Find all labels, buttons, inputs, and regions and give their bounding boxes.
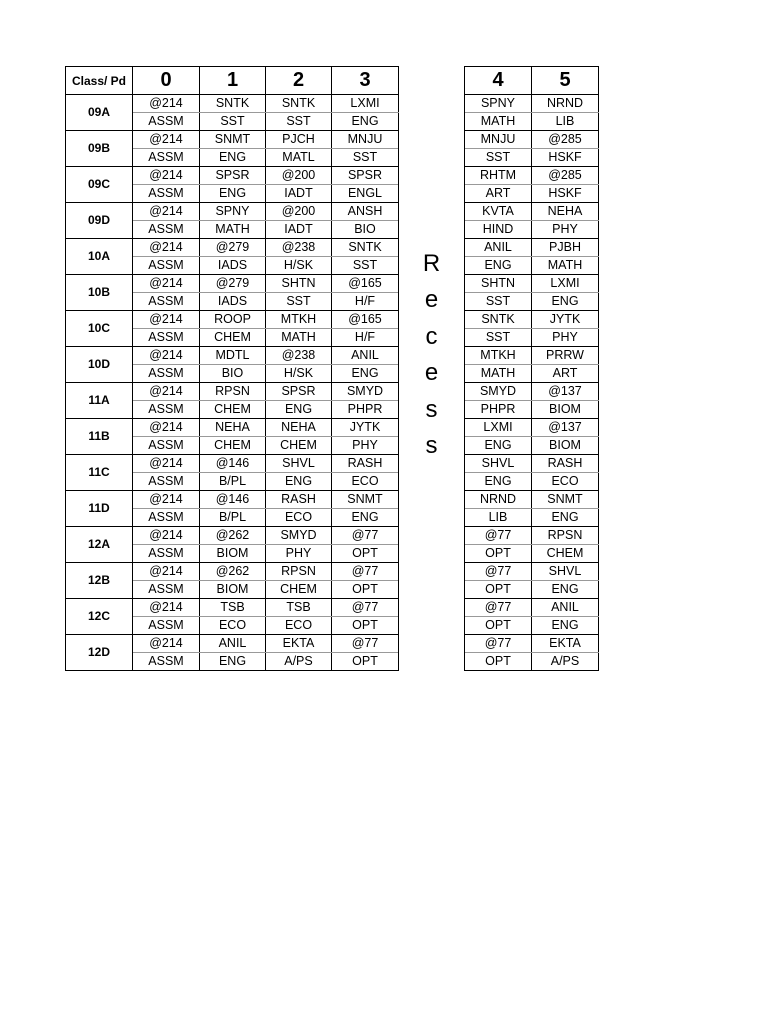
table-row xyxy=(66,257,599,275)
period-cell: SHVL xyxy=(266,455,332,473)
period-cell: @165 xyxy=(332,275,399,293)
table-row xyxy=(66,437,599,455)
period-cell: ENG xyxy=(465,437,532,455)
period-cell: SST xyxy=(266,113,332,131)
period-cell: @77 xyxy=(332,527,399,545)
period-cell: @214 xyxy=(133,167,200,185)
period-cell: H/SK xyxy=(266,365,332,383)
period-cell: SNTK xyxy=(266,95,332,113)
period-cell: ENG xyxy=(332,509,399,527)
period-cell: NRND xyxy=(532,95,599,113)
period-cell: OPT xyxy=(332,545,399,563)
class-label: 11B xyxy=(66,419,133,455)
period-cell: ART xyxy=(465,185,532,203)
period-cell: CHEM xyxy=(200,437,266,455)
period-cell: @77 xyxy=(465,563,532,581)
period-cell: PHPR xyxy=(465,401,532,419)
period-cell: ASSM xyxy=(133,113,200,131)
class-label: 09B xyxy=(66,131,133,167)
period-cell: BIOM xyxy=(200,581,266,599)
period-cell: SST xyxy=(332,257,399,275)
period-cell: OPT xyxy=(332,653,399,671)
table-row xyxy=(66,383,599,401)
period-cell: LXMI xyxy=(532,275,599,293)
period-cell: @279 xyxy=(200,275,266,293)
period-cell: EKTA xyxy=(532,635,599,653)
period-cell: ASSM xyxy=(133,365,200,383)
period-cell: MNJU xyxy=(332,131,399,149)
class-label: 12B xyxy=(66,563,133,599)
period-cell: BIOM xyxy=(532,437,599,455)
period-cell: ASSM xyxy=(133,401,200,419)
period-cell: BIOM xyxy=(532,401,599,419)
period-cell: SPNY xyxy=(200,203,266,221)
period-cell: @77 xyxy=(332,635,399,653)
period-cell: SST xyxy=(266,293,332,311)
period-cell: PHY xyxy=(532,329,599,347)
period-cell: @285 xyxy=(532,131,599,149)
timetable-body xyxy=(66,95,599,671)
table-row xyxy=(66,617,599,635)
period-cell: SST xyxy=(332,149,399,167)
period-cell: IADT xyxy=(266,221,332,239)
period-cell: @165 xyxy=(332,311,399,329)
table-row xyxy=(66,221,599,239)
period-cell: SST xyxy=(200,113,266,131)
period-cell: ROOP xyxy=(200,311,266,329)
period-cell: IADT xyxy=(266,185,332,203)
table-row xyxy=(66,239,599,257)
period-cell: SNTK xyxy=(465,311,532,329)
period-cell: @214 xyxy=(133,599,200,617)
period-cell: CHEM xyxy=(200,401,266,419)
period-header-1: 1 xyxy=(200,67,266,95)
period-cell: MNJU xyxy=(465,131,532,149)
period-cell: ANIL xyxy=(532,599,599,617)
period-cell: @214 xyxy=(133,527,200,545)
period-cell: @77 xyxy=(465,527,532,545)
class-label: 10D xyxy=(66,347,133,383)
period-cell: @262 xyxy=(200,563,266,581)
period-cell: @214 xyxy=(133,203,200,221)
period-cell: MATH xyxy=(465,365,532,383)
class-period-header: Class/ Pd xyxy=(66,67,133,95)
period-cell: LIB xyxy=(465,509,532,527)
period-cell: HSKF xyxy=(532,185,599,203)
period-header-4: 4 xyxy=(465,67,532,95)
period-cell: SPNY xyxy=(465,95,532,113)
table-row xyxy=(66,455,599,473)
period-cell: SPSR xyxy=(332,167,399,185)
period-cell: @214 xyxy=(133,95,200,113)
period-cell: SST xyxy=(465,149,532,167)
table-row xyxy=(66,419,599,437)
table-row xyxy=(66,131,599,149)
class-label: 12A xyxy=(66,527,133,563)
period-cell: ECO xyxy=(332,473,399,491)
class-label: 11C xyxy=(66,455,133,491)
table-row xyxy=(66,293,599,311)
period-cell: ECO xyxy=(200,617,266,635)
period-cell: @214 xyxy=(133,311,200,329)
period-cell: RASH xyxy=(332,455,399,473)
period-cell: LIB xyxy=(532,113,599,131)
period-cell: @238 xyxy=(266,239,332,257)
class-label: 11A xyxy=(66,383,133,419)
period-cell: SHTN xyxy=(465,275,532,293)
period-cell: ASSM xyxy=(133,617,200,635)
table-row xyxy=(66,599,599,617)
period-cell: @262 xyxy=(200,527,266,545)
table-row xyxy=(66,149,599,167)
period-cell: @214 xyxy=(133,239,200,257)
table-row xyxy=(66,113,599,131)
recess-letter: s xyxy=(425,432,438,459)
period-cell: ENG xyxy=(266,473,332,491)
period-cell: BIO xyxy=(200,365,266,383)
period-cell: ECO xyxy=(266,617,332,635)
period-cell: JYTK xyxy=(332,419,399,437)
period-cell: SHVL xyxy=(532,563,599,581)
period-cell: @77 xyxy=(332,599,399,617)
class-label: 10B xyxy=(66,275,133,311)
period-cell: B/PL xyxy=(200,509,266,527)
table-row xyxy=(66,185,599,203)
period-cell: @285 xyxy=(532,167,599,185)
table-row xyxy=(66,311,599,329)
period-cell: MTKH xyxy=(266,311,332,329)
recess-letter: R xyxy=(422,249,441,277)
period-cell: RASH xyxy=(266,491,332,509)
period-cell: MDTL xyxy=(200,347,266,365)
period-cell: SMYD xyxy=(465,383,532,401)
class-label: 10C xyxy=(66,311,133,347)
recess-column xyxy=(399,95,465,671)
period-cell: CHEM xyxy=(532,545,599,563)
period-cell: ECO xyxy=(532,473,599,491)
class-label: 11D xyxy=(66,491,133,527)
period-cell: SST xyxy=(465,329,532,347)
period-cell: RPSN xyxy=(266,563,332,581)
period-cell: PJBH xyxy=(532,239,599,257)
period-header-0: 0 xyxy=(133,67,200,95)
period-header-5: 5 xyxy=(532,67,599,95)
period-cell: TSB xyxy=(266,599,332,617)
period-header-3: 3 xyxy=(332,67,399,95)
period-cell: H/F xyxy=(332,293,399,311)
period-cell: ASSM xyxy=(133,293,200,311)
period-cell: PRRW xyxy=(532,347,599,365)
period-cell: SMYD xyxy=(332,383,399,401)
period-cell: @200 xyxy=(266,203,332,221)
recess-letter: c xyxy=(425,322,438,350)
period-cell: KVTA xyxy=(465,203,532,221)
period-cell: ENG xyxy=(532,293,599,311)
period-cell: OPT xyxy=(332,581,399,599)
period-cell: OPT xyxy=(465,545,532,563)
period-cell: @200 xyxy=(266,167,332,185)
period-cell: @214 xyxy=(133,635,200,653)
class-label: 12D xyxy=(66,635,133,671)
period-cell: ENG xyxy=(200,653,266,671)
table-row xyxy=(66,329,599,347)
period-cell: PHPR xyxy=(332,401,399,419)
recess-label xyxy=(399,246,464,465)
table-row xyxy=(66,527,599,545)
table-row xyxy=(66,653,599,671)
period-cell: H/F xyxy=(332,329,399,347)
period-cell: SNMT xyxy=(200,131,266,149)
table-row xyxy=(66,95,599,113)
period-cell: ASSM xyxy=(133,653,200,671)
period-cell: ENG xyxy=(532,617,599,635)
period-cell: @214 xyxy=(133,347,200,365)
period-cell: SST xyxy=(465,293,532,311)
period-cell: RHTM xyxy=(465,167,532,185)
period-cell: ENG xyxy=(332,365,399,383)
period-cell: SNTK xyxy=(332,239,399,257)
table-row xyxy=(66,491,599,509)
period-cell: MATH xyxy=(266,329,332,347)
period-cell: IADS xyxy=(200,257,266,275)
period-cell: JYTK xyxy=(532,311,599,329)
period-cell: ENG xyxy=(266,401,332,419)
period-cell: ASSM xyxy=(133,185,200,203)
period-cell: EKTA xyxy=(266,635,332,653)
period-cell: @77 xyxy=(332,563,399,581)
table-row xyxy=(66,275,599,293)
period-cell: NRND xyxy=(465,491,532,509)
period-cell: SHTN xyxy=(266,275,332,293)
period-cell: ASSM xyxy=(133,545,200,563)
header-row xyxy=(66,67,599,95)
table-row xyxy=(66,581,599,599)
period-cell: LXMI xyxy=(465,419,532,437)
period-cell: ANSH xyxy=(332,203,399,221)
period-cell: MTKH xyxy=(465,347,532,365)
period-cell: ASSM xyxy=(133,149,200,167)
period-cell: ASSM xyxy=(133,329,200,347)
period-cell: ENG xyxy=(465,257,532,275)
recess-letter: e xyxy=(424,286,439,313)
period-cell: SNMT xyxy=(532,491,599,509)
table-row xyxy=(66,545,599,563)
recess-letter: e xyxy=(424,359,439,386)
period-cell: B/PL xyxy=(200,473,266,491)
period-cell: A/PS xyxy=(266,653,332,671)
table-row xyxy=(66,563,599,581)
period-cell: @214 xyxy=(133,455,200,473)
period-cell: NEHA xyxy=(532,203,599,221)
period-cell: ART xyxy=(532,365,599,383)
period-cell: NEHA xyxy=(200,419,266,437)
recess-letter: s xyxy=(425,395,438,423)
period-cell: @214 xyxy=(133,275,200,293)
period-cell: RASH xyxy=(532,455,599,473)
period-cell: SNMT xyxy=(332,491,399,509)
period-cell: SMYD xyxy=(266,527,332,545)
period-cell: ENG xyxy=(532,581,599,599)
period-cell: @137 xyxy=(532,383,599,401)
period-cell: ANIL xyxy=(465,239,532,257)
period-cell: @214 xyxy=(133,131,200,149)
period-cell: @146 xyxy=(200,491,266,509)
class-label: 09C xyxy=(66,167,133,203)
period-cell: ENG xyxy=(332,113,399,131)
period-cell: ANIL xyxy=(332,347,399,365)
period-cell: OPT xyxy=(465,617,532,635)
period-cell: CHEM xyxy=(266,437,332,455)
period-cell: CHEM xyxy=(200,329,266,347)
period-cell: OPT xyxy=(465,581,532,599)
period-cell: ENG xyxy=(200,149,266,167)
period-cell: OPT xyxy=(332,617,399,635)
period-cell: PJCH xyxy=(266,131,332,149)
period-cell: ANIL xyxy=(200,635,266,653)
period-cell: MATH xyxy=(465,113,532,131)
period-header-2: 2 xyxy=(266,67,332,95)
period-cell: PHY xyxy=(266,545,332,563)
table-row xyxy=(66,473,599,491)
period-cell: @214 xyxy=(133,419,200,437)
period-cell: SPSR xyxy=(200,167,266,185)
period-cell: @214 xyxy=(133,563,200,581)
class-label: 09A xyxy=(66,95,133,131)
period-cell: OPT xyxy=(465,653,532,671)
period-cell: ECO xyxy=(266,509,332,527)
period-cell: ENG xyxy=(465,473,532,491)
period-cell: MATH xyxy=(200,221,266,239)
period-cell: ENGL xyxy=(332,185,399,203)
period-cell: BIOM xyxy=(200,545,266,563)
period-cell: SPSR xyxy=(266,383,332,401)
period-cell: ASSM xyxy=(133,473,200,491)
class-label: 10A xyxy=(66,239,133,275)
period-cell: HSKF xyxy=(532,149,599,167)
period-cell: @137 xyxy=(532,419,599,437)
period-cell: SNTK xyxy=(200,95,266,113)
period-cell: A/PS xyxy=(532,653,599,671)
period-cell: NEHA xyxy=(266,419,332,437)
period-cell: H/SK xyxy=(266,257,332,275)
period-cell: @214 xyxy=(133,383,200,401)
table-row xyxy=(66,365,599,383)
period-cell: @146 xyxy=(200,455,266,473)
period-cell: @77 xyxy=(465,635,532,653)
period-cell: HIND xyxy=(465,221,532,239)
period-cell: @214 xyxy=(133,491,200,509)
timetable xyxy=(65,66,599,671)
table-row xyxy=(66,347,599,365)
class-label: 09D xyxy=(66,203,133,239)
period-cell: TSB xyxy=(200,599,266,617)
period-cell: ASSM xyxy=(133,221,200,239)
period-cell: ENG xyxy=(200,185,266,203)
period-cell: SHVL xyxy=(465,455,532,473)
period-cell: IADS xyxy=(200,293,266,311)
table-row xyxy=(66,167,599,185)
table-row xyxy=(66,401,599,419)
period-cell: LXMI xyxy=(332,95,399,113)
period-cell: ASSM xyxy=(133,509,200,527)
period-cell: RPSN xyxy=(532,527,599,545)
table-row xyxy=(66,509,599,527)
table-row xyxy=(66,635,599,653)
recess-header-gap xyxy=(399,67,465,95)
period-cell: RPSN xyxy=(200,383,266,401)
period-cell: BIO xyxy=(332,221,399,239)
period-cell: ASSM xyxy=(133,257,200,275)
period-cell: ENG xyxy=(532,509,599,527)
period-cell: CHEM xyxy=(266,581,332,599)
period-cell: @77 xyxy=(465,599,532,617)
period-cell: @238 xyxy=(266,347,332,365)
period-cell: MATL xyxy=(266,149,332,167)
period-cell: PHY xyxy=(532,221,599,239)
period-cell: PHY xyxy=(332,437,399,455)
period-cell: ASSM xyxy=(133,581,200,599)
period-cell: MATH xyxy=(532,257,599,275)
period-cell: @279 xyxy=(200,239,266,257)
period-cell: ASSM xyxy=(133,437,200,455)
table-row xyxy=(66,203,599,221)
class-label: 12C xyxy=(66,599,133,635)
